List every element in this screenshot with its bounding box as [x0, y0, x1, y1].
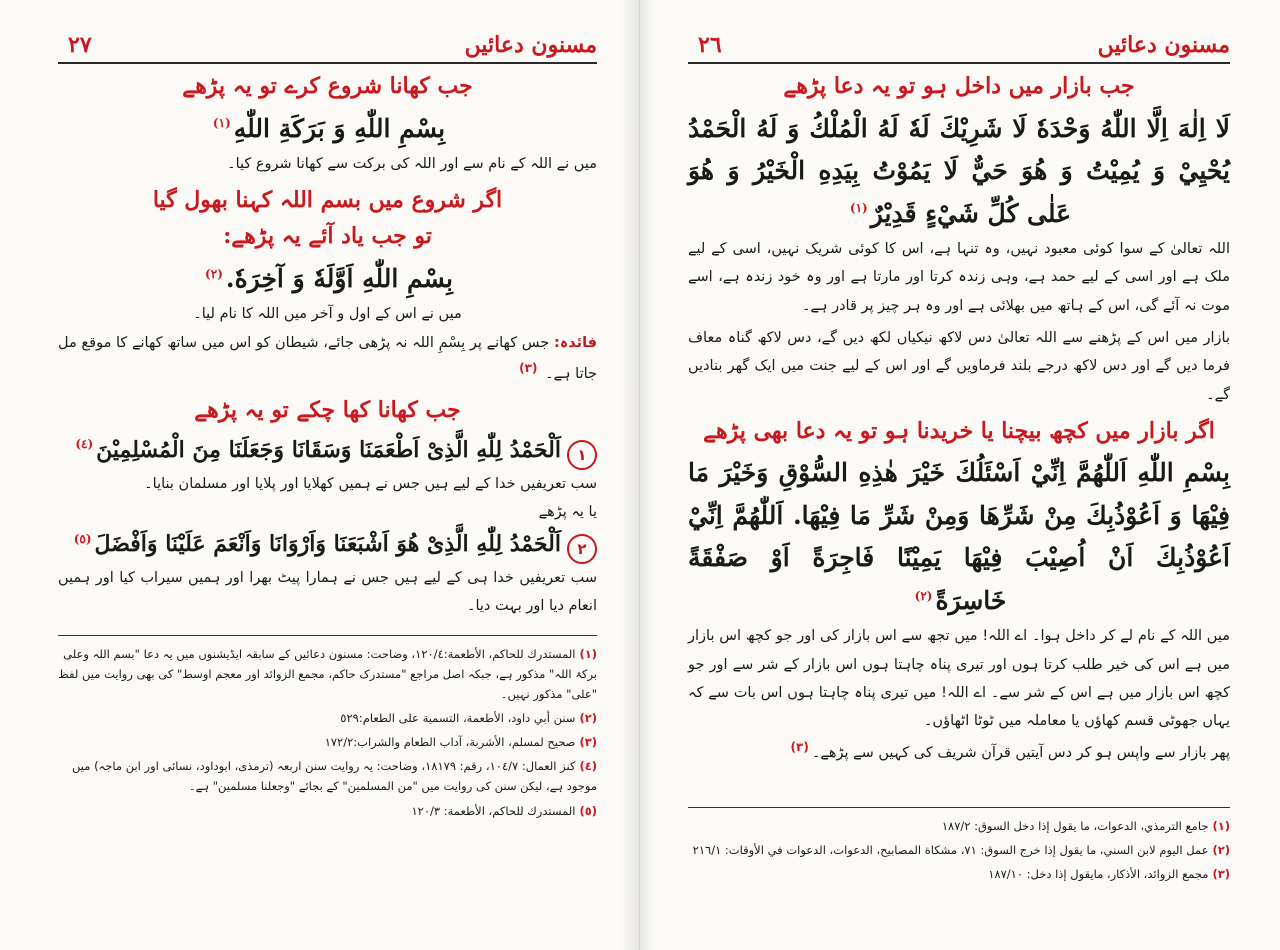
urdu-translation: میں اللہ کے نام لے کر داخل ہوا۔ اے اللہ! میں تجھ سے اس بازار کی اور جو کچھ اس بازار میں ہے اس کی خیر طلب کرتا ہوں اور تیری پناہ چاہتا ہوں اس بازار کے شر سے اور جو کچھ اس بازار میں ہے اس کے شر سے۔ اے اللہ! میں تیری پناہ چاہتا ہوں اس بات سے کہ یہاں جھوٹی قسم کھاؤں یا معاملہ میں ٹوٹا اٹھاؤں۔: [688, 628, 1230, 730]
footnote: [58, 756, 597, 796]
benefit-note: [58, 329, 597, 388]
running-title: مسنون دعائیں: [1097, 32, 1230, 58]
arabic-dua: [58, 258, 597, 301]
page-number: ٢٦: [698, 32, 722, 58]
numbered-dua: [58, 432, 597, 470]
footnote: [58, 801, 597, 821]
footnote-number: (٤): [579, 759, 597, 774]
page-header: [58, 12, 597, 64]
footnote: [688, 840, 1230, 860]
footnote: [688, 864, 1230, 884]
footnote-number: (١): [1212, 818, 1230, 833]
arabic-text: بِسْمِ اللّٰهِ اَوَّلَهٗ وَ آخِرَهٗ.: [225, 263, 453, 293]
footnote: [58, 732, 597, 752]
footnote-number: (١): [579, 646, 597, 661]
arabic-text: بِسْمِ اللّٰهِ اَللّٰهُمَّ اِنِّيْ اَسْئَلُكَ خَيْرَ هٰذِهِ السُّوْقِ وَخَيْرَ مَا فِيْهَا وَ اَعُوْذُبِكَ مِنْ شَرِّهَا وَمِنْ شَرِّ مَا فِيْهَا. اَللّٰهُمَّ اِنِّيْ اَعُوْذُبِكَ اَنْ اُصِيْبَ فِيْهَا يَمِيْنًا فَاجِرَةً اَوْ صَفْقَةً خَاسِرَةً: [688, 458, 1230, 615]
section-heading: جب بازار میں داخل ہو تو یہ دعا پڑھے: [783, 73, 1135, 99]
footnote-ref: (١): [849, 201, 868, 216]
footnotes: [688, 816, 1230, 884]
footnote-ref: (٣): [519, 360, 538, 375]
right-page: [640, 0, 1280, 950]
section-heading: اگر بازار میں کچھ بیچنا یا خریدنا ہو تو یہ دعا بھی پڑھے: [703, 417, 1215, 444]
page-content: [58, 72, 597, 821]
footnote-ref: (١): [212, 116, 231, 131]
footnote-text: سنن أبي داود، الأطعمة، التسمية على الطعام:٥٢٩: [340, 711, 576, 726]
circle-number: ٢: [567, 534, 597, 564]
arabic-text: اَلْحَمْدُ لِلّٰهِ الَّذِیْ اَطْعَمَنَا وَسَقَانَا وَجَعَلَنَا مِنَ الْمُسْلِمِيْنَ: [96, 436, 561, 463]
footnote-number: (٥): [579, 803, 597, 818]
section-heading: جب کھانا کھا چکے تو یہ پڑھے: [194, 396, 461, 423]
urdu-virtue-text: بازار میں اس کے پڑھنے سے اللہ تعالیٰ دس لاکھ نیکیاں لکھ دیں گے، دس لاکھ گناہ معاف فرما دیں گے اور دس لاکھ درجے بلند فرماویں گے اور اس کے لیے جنت میں ایک گھر بنادیں گے۔: [688, 329, 1230, 403]
footnote-text: جامع الترمذي، الدعوات، ما يقول إذا دخل السوق: ١٨٧/٢: [941, 818, 1209, 833]
benefit-label: فائدہ:: [553, 334, 598, 351]
footnote-ref: (٢): [205, 266, 223, 281]
footnote-ref: (٢): [914, 588, 933, 603]
footnote-text: صحيح لمسلم، الأشربة، آداب الطعام والشراب:١٧٢/٢: [324, 735, 576, 750]
footnote-number: (٣): [579, 735, 597, 750]
arabic-text: بِسْمِ اللّٰهِ وَ بَرَكَةِ اللّٰهِ: [233, 113, 446, 143]
arabic-text: اَلْحَمْدُ لِلّٰهِ الَّذِیْ هُوَ اَشْبَعَنَا وَاَرْوَانَا وَاَنْعَمَ عَلَيْنَا وَاَفْضَلَ: [94, 531, 561, 558]
footnote: [58, 708, 597, 728]
footnote-text: المستدرك للحاكم، الأطعمة:١٢٠/٤، وضاحت: مسنون دعائیں کے سابقہ ایڈیشنوں میں یہ دعا "بسم اللہ وعلی برکۃ اللہ" مذکور ہے، جبکہ اصل مراجع "مستدرک حاکم، مجمع الزوائد اور معجم اوسط" کی بھی روایت میں لفظ "علی" مذکور نہیں۔: [58, 646, 597, 701]
arabic-text: لَا اِلٰهَ اِلَّا اللّٰهُ وَحْدَهٗ لَا شَرِيْكَ لَهٗ لَهُ الْمُلْكُ وَ لَهُ الْحَمْدُ يُحْيِيْ وَ يُمِيْتُ وَ هُوَ حَيٌّ لَا يَمُوْتُ بِيَدِهِ الْخَيْرُ وَ هُوَ عَلٰى كُلِّ شَيْءٍ قَدِيْرٌ: [688, 113, 1230, 228]
footnote-ref: (٥): [73, 531, 92, 546]
instruction-text: پھر بازار سے واپس ہو کر دس آیتیں قرآن شریف کی کہیں سے پڑھے۔: [811, 744, 1230, 761]
footnote: [58, 644, 597, 704]
footnote-text: مجمع الزوائد، الأذكار، مايقول إذا دخل: ١٨٧/١٠: [988, 866, 1209, 881]
arabic-dua: [688, 108, 1230, 236]
footnote-ref: (٣): [790, 739, 809, 754]
footnote-divider: [58, 635, 597, 636]
benefit-text: جس کھانے پر بِسْمِ اللہ نہ پڑھی جائے، شیطان کو اس میں ساتھ کھانے کا موقع مل جاتا ہے۔: [58, 334, 597, 382]
arabic-dua: [71, 526, 561, 563]
page-content: [688, 72, 1230, 884]
urdu-translation: سب تعریفیں خدا کے لیے ہیں جس نے ہمیں کھلایا اور پلایا اور مسلمان بنایا۔: [144, 475, 597, 492]
footnote-ref: (٤): [75, 437, 94, 452]
section-heading: جب کھانا شروع کرے تو یہ پڑھے: [182, 73, 473, 99]
section-subheading: تو جب یاد آئے یہ پڑھے:: [223, 223, 432, 250]
circle-number: ١: [567, 440, 597, 470]
footnotes: [58, 644, 597, 821]
urdu-translation: میں نے اس کے اول و آخر میں اللہ کا نام لیا۔: [193, 306, 462, 323]
urdu-translation: سب تعریفیں خدا ہی کے لیے ہیں جس نے ہمارا پیٹ بھرا اور ہمیں سیراب کیا اور ہمیں انعام دیا اور بہت دیا۔: [58, 570, 597, 615]
section-heading: اگر شروع میں بسم اللہ کہنا بھول گیا: [152, 187, 503, 214]
gutter-shadow: [621, 0, 639, 950]
numbered-dua: [58, 526, 597, 564]
gutter-shadow: [640, 0, 654, 950]
footnote-divider: [688, 807, 1230, 808]
footnote-text: كنز العمال: ١٠٤/٧، رقم: ١٨١٧٩، وضاحت: یہ روایت سنن اربعہ (ترمذی، ابوداود، نسائی اور ابن ماجہ) میں موجود ہے، لیکن سنن کی روایت میں "من المسلمين" کے بجائے "وجعلنا مسلمين" ہے۔: [72, 759, 597, 794]
footnote: [688, 816, 1230, 836]
footnote-number: (٣): [1212, 866, 1230, 881]
footnote-text: المستدرك للحاكم، الأطعمة: ١٢٠/٣: [411, 803, 576, 818]
urdu-instruction: [688, 736, 1230, 767]
arabic-dua: [72, 432, 561, 469]
running-title: مسنون دعائیں: [464, 32, 597, 58]
urdu-translation: میں نے اللہ کے نام سے اور اللہ کی برکت سے کھانا شروع کیا۔: [227, 156, 597, 173]
footnote-number: (٢): [579, 711, 597, 726]
arabic-dua: [58, 108, 597, 151]
footnote-text: عمل اليوم لابن السني، ما يقول إذا خرج السوق: ٧١، مشكاة المصابيح، الدعوات، الدعوات في الأوقات: ٢١٦/١: [692, 842, 1209, 857]
footnote-number: (٢): [1212, 842, 1230, 857]
page-number: ٢٧: [68, 32, 92, 58]
urdu-translation: اللہ تعالیٰ کے سوا کوئی معبود نہیں، وہ تنہا ہے، اس کا کوئی شریک نہیں، اسی کے لیے ملک ہے اور اسی کے لیے حمد ہے، وہی زندہ کرتا اور مارتا ہے اور وہ خود زندہ ہے، اسے موت نہ آئے گی، اس کے ہاتھ میں بھلائی ہے اور وہ ہر چیز پر قادر ہے۔: [688, 241, 1230, 314]
arabic-dua: [688, 452, 1230, 622]
or-text: یا یہ پڑھے: [538, 503, 597, 520]
page-header: [688, 12, 1230, 64]
